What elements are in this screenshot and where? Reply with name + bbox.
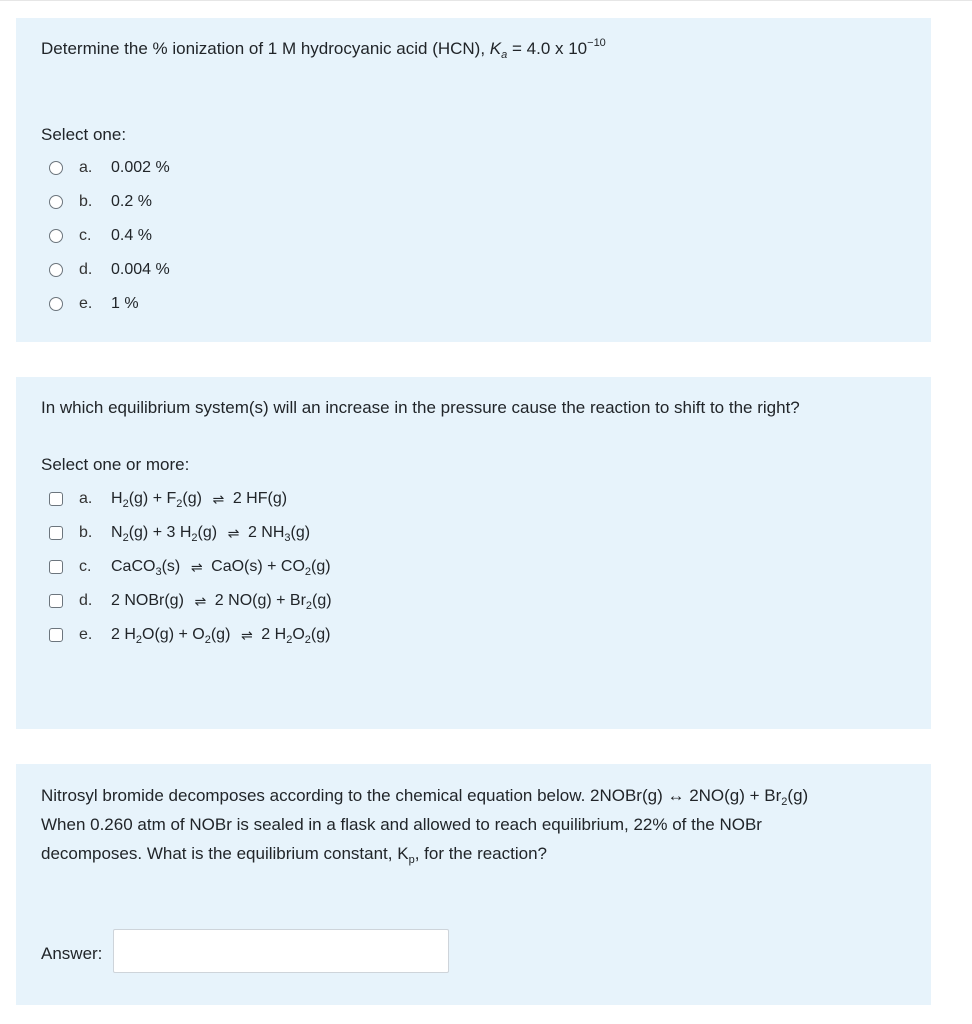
- option-b[interactable]: b. $N_2(g) + 3$ $H_2(g)$ ⇌ 2 $NH_3(g)$: [49, 521, 310, 545]
- question-text: In which equilibrium system(s) will an increase in the pressure cause the reaction to shift to the right?: [41, 398, 800, 417]
- option-d[interactable]: d. 2 NOBr(g) ⇌ 2 $NO(g) + Br_2(g)$: [49, 589, 332, 613]
- reaction-equation: 2 $H_2O(g) + O_2(g)$ ⇌ 2 $H_2O_2(g)$: [111, 626, 331, 646]
- checkbox[interactable]: [49, 560, 63, 574]
- option-a[interactable]: a. $H_2(g) + F_2(g)$ ⇌ 2 HF(g): [49, 487, 287, 511]
- question-card-ionization: [16, 18, 931, 342]
- top-divider: [0, 0, 972, 1]
- reaction-equation: CaCO$_3$(s) ⇌ $CaO(s) + CO_2(g)$: [111, 558, 331, 578]
- radio-button[interactable]: [49, 297, 63, 311]
- radio-button[interactable]: [49, 195, 63, 209]
- select-one-or-more-prompt: Select one or more:: [41, 455, 190, 474]
- reaction-equation: 2 NOBr(g) ⇌ 2 $NO(g) + Br_2(g)$: [111, 592, 332, 612]
- reaction-equation: $N_2(g) + 3$ $H_2(g)$ ⇌ 2 $NH_3(g)$: [111, 524, 311, 544]
- reaction-equation: $H_2(g) + F_2(g)$ ⇌ 2 HF(g): [111, 490, 288, 510]
- question-card-equilibrium-pressure: [16, 377, 931, 729]
- option-b[interactable]: b. 0.2 %: [49, 190, 152, 214]
- question-card-nitrosyl-bromide: [16, 764, 931, 1005]
- select-one-prompt: Select one:: [41, 125, 127, 144]
- option-c[interactable]: c. 0.4 %: [49, 224, 152, 248]
- radio-button[interactable]: [49, 161, 63, 175]
- checkbox[interactable]: [49, 526, 63, 540]
- question-text-line-1: Nitrosyl bromide decomposes according to the chemical equation below. 2NOBr(g) ↔ $2NO(g) + Br_2(g)$: [41, 786, 809, 808]
- answer-input[interactable]: [113, 929, 449, 973]
- radio-button[interactable]: [49, 229, 63, 243]
- option-e[interactable]: e. 2 $H_2O(g) + O_2(g)$ ⇌ 2 $H_2O_2(g)$: [49, 623, 330, 647]
- radio-button[interactable]: [49, 263, 63, 277]
- question-text-line-3: decomposes. What is the equilibrium constant, $K_p$, for the reaction?: [41, 844, 548, 866]
- checkbox[interactable]: [49, 628, 63, 642]
- question-text-line-2: When 0.260 atm of NOBr is sealed in a flask and allowed to reach equilibrium, 22% of the NOBr: [41, 815, 762, 834]
- answer-label: Answer:: [41, 944, 103, 963]
- option-e[interactable]: e. 1 %: [49, 292, 139, 316]
- option-a[interactable]: a. 0.002 %: [49, 156, 170, 180]
- option-c[interactable]: c. CaCO$_3$(s) ⇌ $CaO(s) + CO_2(g)$: [49, 555, 331, 579]
- option-d[interactable]: d. 0.004 %: [49, 258, 170, 282]
- question-text: Determine the % ionization of 1 M hydrocyanic acid (HCN), $K_a = 4.0$ x $10^{-10}$: [41, 37, 606, 61]
- checkbox[interactable]: [49, 492, 63, 506]
- checkbox[interactable]: [49, 594, 63, 608]
